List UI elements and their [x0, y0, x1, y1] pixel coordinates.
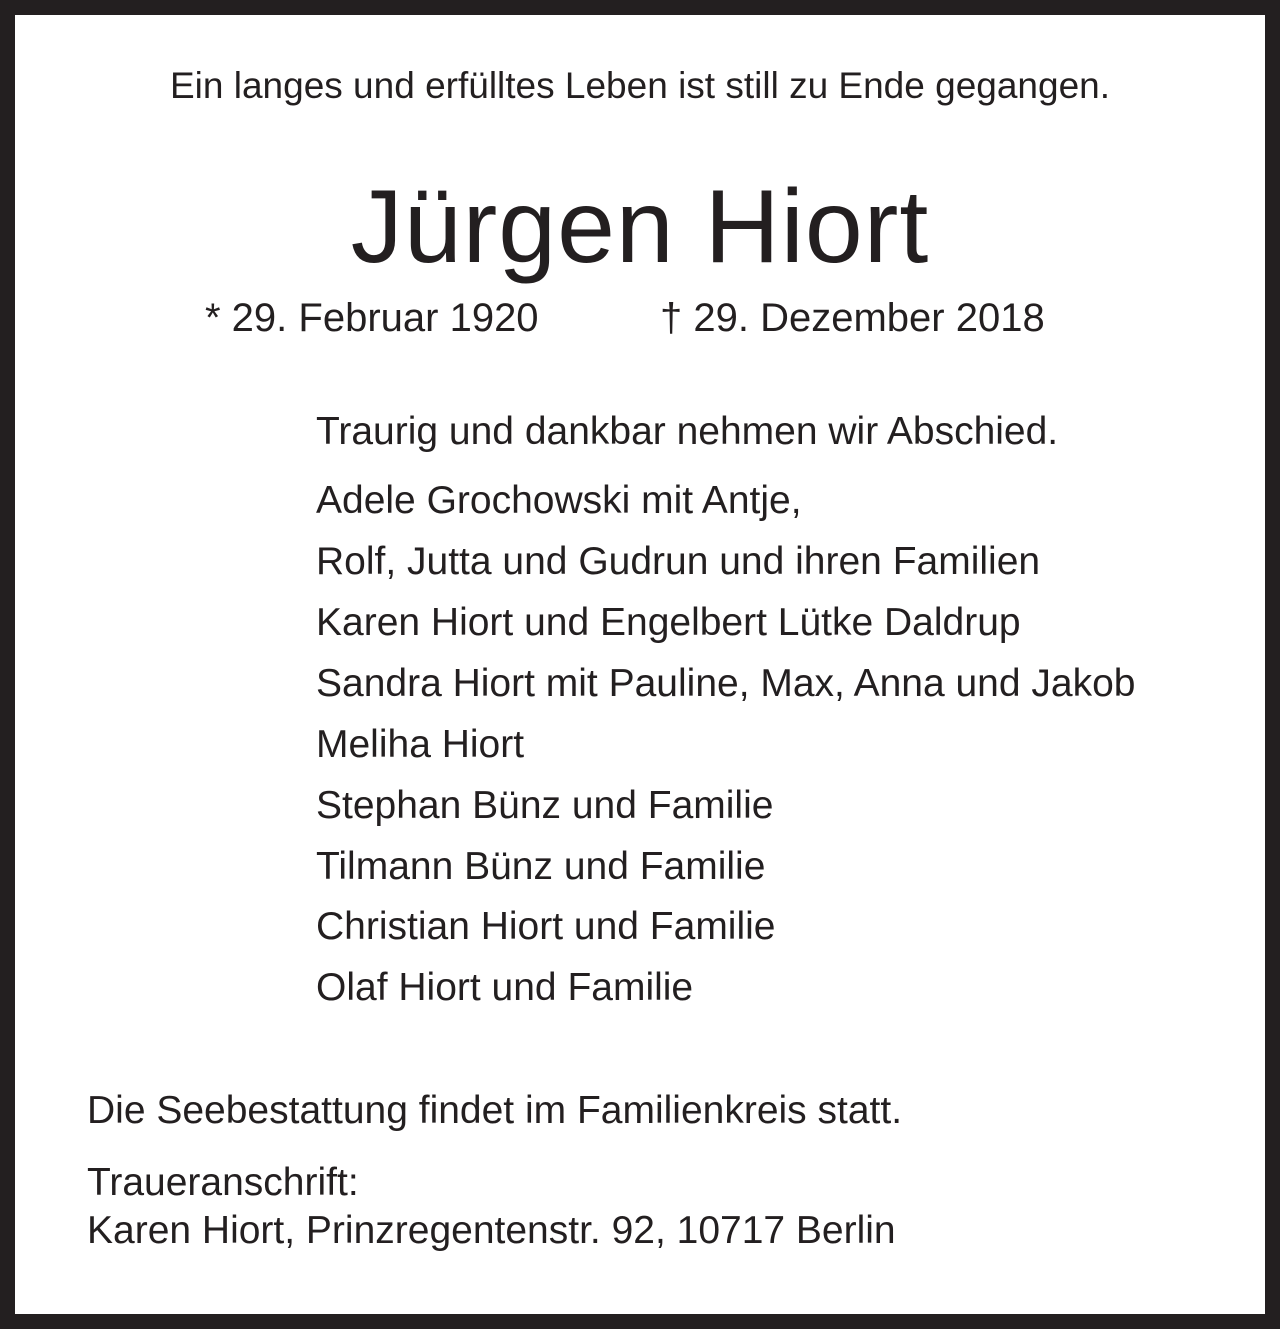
mourner: Sandra Hiort mit Pauline, Max, Anna und Jakob [316, 662, 1136, 705]
death-date: † 29. Dezember 2018 [660, 296, 1045, 340]
mourner: Stephan Bünz und Familie [316, 784, 774, 827]
funeral-note: Die Seebestattung findet im Familienkreis statt. [87, 1089, 903, 1132]
mourner: Rolf, Jutta und Gudrun und ihren Familien [316, 540, 1041, 583]
mourner: Olaf Hiort und Familie [316, 966, 694, 1009]
address: Karen Hiort, Prinzregentenstr. 92, 10717 Berlin [87, 1209, 896, 1252]
farewell-line: Traurig und dankbar nehmen wir Abschied. [316, 410, 1059, 453]
obituary-notice [15, 15, 1265, 1314]
mourner: Adele Grochowski mit Antje, [316, 479, 802, 522]
mourner: Tilmann Bünz und Familie [316, 845, 766, 888]
mourner: Christian Hiort und Familie [316, 905, 776, 948]
mourner: Karen Hiort und Engelbert Lütke Daldrup [316, 601, 1021, 644]
birth-date: * 29. Februar 1920 [205, 296, 539, 340]
address-label: Traueranschrift: [87, 1161, 359, 1204]
mourner: Meliha Hiort [316, 723, 525, 766]
deceased-name: Jürgen Hiort [350, 169, 930, 285]
intro-line: Ein langes und erfülltes Leben ist still zu Ende gegangen. [169, 65, 1111, 106]
